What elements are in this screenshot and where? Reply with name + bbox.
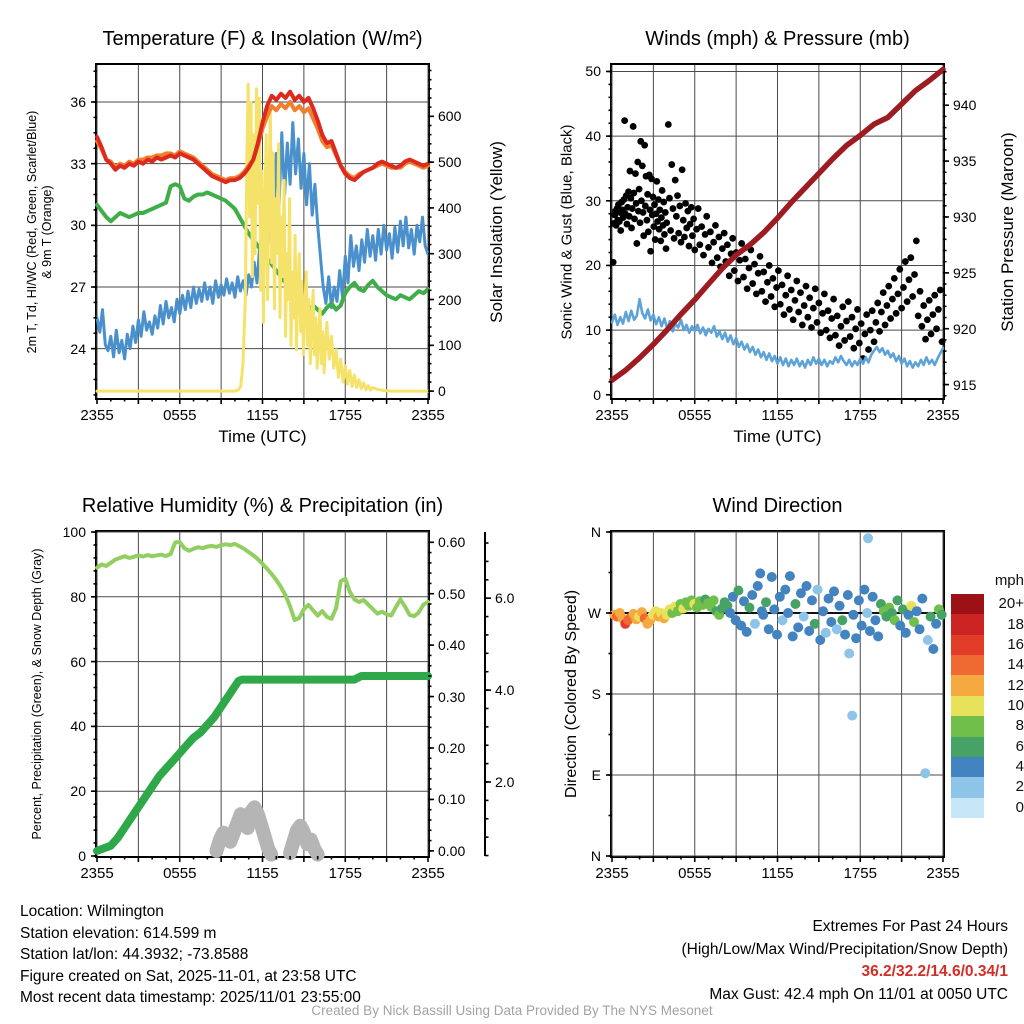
tick-label: 60	[70, 653, 86, 670]
tick-label: 0.30	[438, 688, 466, 705]
station-info	[20, 901, 361, 1009]
temperature-insolation-chart	[25, 28, 506, 446]
colorbar-tick-label: 20+	[998, 595, 1024, 613]
colorbar-cell-16	[951, 635, 984, 655]
tick-label: 2355	[80, 407, 114, 424]
tick-label: 40	[585, 128, 601, 145]
y-axis-label-right: Station Pressure (Maroon)	[998, 131, 1017, 332]
colorbar-tick-label: 0	[1015, 798, 1024, 816]
colorbar-tick-label: 10	[1007, 697, 1024, 714]
colorbar-tick-label: 6	[1015, 737, 1024, 755]
tick-label: S	[591, 686, 601, 702]
plot-area	[62, 524, 515, 882]
figure-created: Figure created on Sat, 2025-11-01, at 23:58 UTC	[20, 967, 357, 985]
x-axis-label: Time (UTC)	[218, 427, 307, 446]
colorbar-cell-12	[951, 675, 984, 695]
wind-speed-colorbar	[951, 574, 1024, 824]
colorbar-cell-8	[951, 716, 984, 736]
tick-label: 50	[585, 63, 601, 80]
colorbar-tick-label: 16	[1007, 635, 1024, 653]
tick-label: 2.0	[495, 774, 515, 790]
tick-label: 0555	[678, 407, 712, 424]
tick-label: 1755	[328, 865, 362, 882]
tick-label: 20	[70, 783, 86, 800]
tick-label: 1155	[246, 407, 279, 424]
tick-label: 2355	[80, 865, 114, 882]
colorbar-tick-label: 14	[1007, 656, 1024, 674]
tick-label: 940	[953, 97, 977, 114]
tick-label: 100	[62, 524, 86, 540]
tick-label: 0.20	[438, 740, 466, 756]
extremes-title: Extremes For Past 24 Hours	[812, 918, 1008, 935]
extremes-values: 36.2/32.2/14.6/0.34/1	[861, 963, 1008, 980]
colorbar-cell-10	[951, 696, 984, 716]
tick-label: 0555	[163, 407, 197, 424]
tick-label: 33	[70, 155, 86, 172]
tick-label: W	[587, 605, 601, 621]
colorbar-tick-label: 8	[1015, 717, 1024, 735]
tick-label: 40	[70, 718, 86, 735]
tick-label: 0	[593, 386, 601, 403]
chart-title: Wind Direction	[712, 495, 843, 517]
tick-label: 935	[953, 153, 977, 170]
y-axis-label-left: Sonic Wind & Gust (Blue, Black)	[558, 123, 576, 340]
colorbar-cell-2	[951, 777, 984, 797]
tick-label: 1755	[328, 407, 362, 424]
colorbar-cell-4	[951, 757, 984, 777]
tick-label: 80	[70, 588, 86, 605]
tick-label: 400	[438, 199, 462, 216]
y-axis-label-left: Percent, Precipitation (Green), & Snow Depth (Gray)	[30, 548, 44, 840]
tick-label: 30	[70, 217, 86, 234]
tick-label: 920	[953, 320, 977, 337]
tick-label: 2355	[926, 407, 960, 424]
tick-label: 0.50	[438, 585, 466, 602]
station-latlon: Station lat/lon: 44.3932; -73.8588	[20, 946, 249, 963]
station-location: Location: Wilmington	[20, 903, 164, 920]
colorbar-cell-6	[951, 737, 984, 757]
tick-label: 0.00	[438, 842, 466, 859]
colorbar-cell-20+	[951, 594, 984, 614]
colorbar-cells	[951, 594, 984, 818]
tick-label: 300	[438, 245, 462, 262]
y-axis-label-left: 2m T, Td, HI/WC (Red, Green, Scarlet/Blue) & 9m T (Orange)	[25, 110, 54, 353]
colorbar-cell-18	[951, 614, 984, 634]
tick-label: N	[590, 848, 601, 864]
chart-title: Temperature (F) & Insolation (W/m²)	[102, 28, 423, 50]
tick-label: 500	[438, 154, 462, 171]
extremes-subtitle: (High/Low/Max Wind/Precipitation/Snow Depth)	[681, 940, 1008, 958]
tick-label: 1155	[761, 407, 794, 424]
tick-label: 27	[70, 279, 86, 295]
colorbar-tick-label: 2	[1015, 778, 1024, 796]
tick-label: 600	[438, 108, 462, 125]
wind-direction-chart	[563, 495, 960, 882]
colorbar-tick-label: 18	[1007, 615, 1024, 633]
tick-label: 10	[585, 322, 601, 339]
tick-label: 24	[70, 340, 86, 357]
colorbar-tick-label: 4	[1015, 758, 1024, 776]
plot-area	[585, 63, 977, 424]
colorbar-title: mph	[994, 572, 1024, 589]
tick-label: 0.10	[438, 791, 466, 808]
winds-pressure-chart	[558, 28, 1017, 446]
tick-label: 4.0	[495, 682, 515, 699]
tick-label: 1755	[843, 865, 877, 882]
tick-label: 1155	[246, 865, 279, 882]
tick-label: 925	[953, 264, 977, 281]
tick-label: 2355	[411, 865, 445, 882]
tick-label: 915	[953, 376, 977, 393]
y-axis-label-right: Solar Insolation (Yellow)	[487, 140, 506, 323]
tick-label: 2355	[595, 865, 629, 882]
temp-insolation-plot	[97, 65, 428, 398]
tick-label: 36	[70, 94, 86, 110]
tick-label: 30	[585, 192, 601, 209]
data-timestamp: Most recent data timestamp: 2025/11/01 23:55:00	[20, 989, 361, 1006]
plot-area	[587, 524, 960, 882]
station-elevation: Station elevation: 614.599 m	[20, 924, 217, 942]
tick-label: E	[591, 767, 601, 783]
colorbar-cell-0	[951, 798, 984, 818]
chart-title: Relative Humidity (%) & Precipitation (in)	[81, 495, 444, 517]
x-axis-label: Time (UTC)	[733, 427, 822, 446]
tick-label: 0555	[678, 865, 712, 882]
chart-title: Winds (mph) & Pressure (mb)	[645, 28, 910, 50]
tick-label: N	[590, 524, 601, 540]
tick-label: 6.0	[495, 590, 515, 607]
tick-label: 100	[438, 337, 462, 354]
tick-label: 2355	[926, 865, 960, 882]
tick-label: 20	[585, 257, 601, 274]
max-gust: Max Gust: 42.4 mph On 11/01 at 0050 UTC	[709, 985, 1008, 1003]
tick-label: 1755	[843, 407, 877, 424]
tick-label: 200	[438, 291, 462, 308]
winds-pressure-plot	[612, 65, 943, 398]
tick-label: 0	[78, 848, 86, 864]
tick-label: 0	[438, 383, 446, 400]
extremes-info	[682, 916, 1009, 1006]
tick-label: 0555	[163, 865, 197, 882]
colorbar-tick-label: 12	[1007, 676, 1024, 694]
tick-label: 0.60	[438, 534, 466, 551]
humidity-precip-chart	[30, 495, 515, 882]
colorbar-cell-14	[951, 655, 984, 675]
tick-label: 2355	[595, 407, 629, 424]
tick-label: 2355	[411, 407, 445, 424]
plot-area	[70, 63, 462, 424]
credit-watermark: Created By Nick Bassill Using Data Provided By The NYS Mesonet	[311, 1003, 713, 1018]
tick-label: 930	[953, 208, 977, 225]
y-axis-label-left: Direction (Colored By Speed)	[563, 589, 580, 799]
rh-precip-plot	[97, 532, 428, 856]
wind-direction-plot	[612, 532, 943, 856]
tick-label: 1155	[761, 865, 794, 882]
colorbar-labels	[988, 594, 1024, 818]
tick-label: 0.40	[438, 637, 466, 654]
